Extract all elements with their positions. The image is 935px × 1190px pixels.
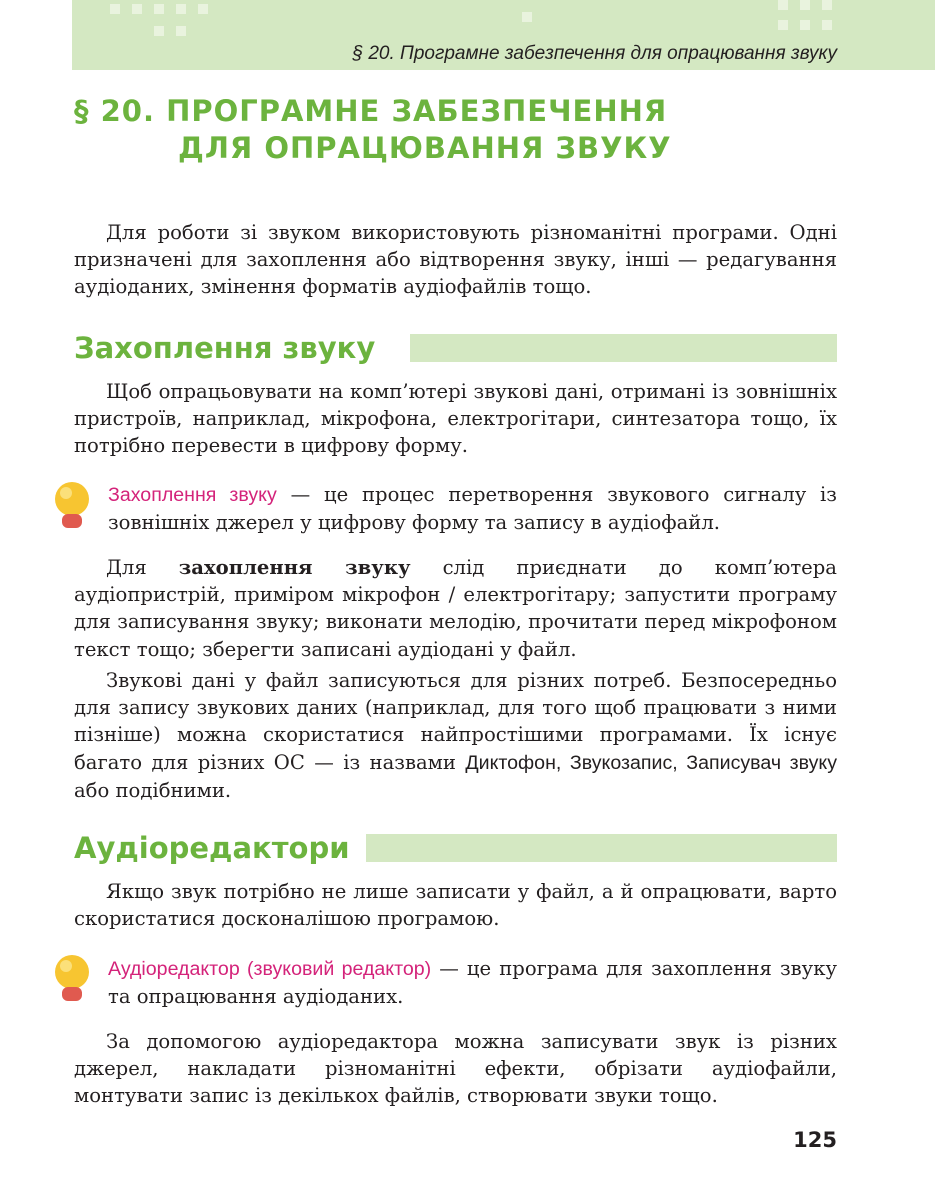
intro-paragraph: Для роботи зі звуком використовують різноманітні програми. Одні призначені для захоплення або відтворення звуку, інші — редагування аудіоданих, змінення форматів аудіофайлів тощо. — [74, 221, 837, 299]
definition-audio-editor: Аудіоредактор (звуковий редактор) — це програма для захоплення звуку та опрацювання аудіоданих. — [108, 957, 837, 1009]
section-heading-capture — [74, 331, 837, 365]
capture-paragraph-3: Звукові дані у файл записуються для різних потреб. Безпосередньо для запису звукових даних (наприклад, для того щоб працювати з ними пізніше) можна скористатися найпростішими програмами. Їх існує багато для різних ОС — із назвами Диктофон, Звукозапис, Записувач звуку або подібними. — [74, 669, 837, 802]
chapter-title-line2: ДЛЯ ОПРАЦЮВАННЯ ЗВУКУ — [178, 131, 672, 165]
program-names: Диктофон, Звукозапис, Записувач звуку — [465, 751, 837, 774]
definition-term: Аудіоредактор (звуковий редактор) — [108, 958, 432, 980]
lightbulb-icon — [52, 954, 92, 1004]
editors-paragraph-1: Якщо звук потрібно не лише записати у файл, а й опрацювати, варто скористатися досконалішою програмою. — [74, 880, 837, 931]
section-heading-bar — [366, 834, 837, 862]
chapter-title-line1: § 20. ПРОГРАМНЕ ЗАБЕЗПЕЧЕННЯ — [74, 94, 668, 128]
definition-capture: Захоплення звуку — це процес перетворення звукового сигналу із зовнішніх джерел у цифрову форму та запису в аудіофайл. — [108, 483, 837, 535]
running-head: § 20. Програмне забезпечення для опрацювання звуку — [352, 43, 837, 64]
bold-term: захоплення звуку — [178, 556, 411, 579]
section-heading-bar — [410, 334, 837, 362]
capture-paragraph-1: Щоб опрацьовувати на комп’ютері звукові дані, отримані із зовнішніх пристроїв, наприклад, мікрофона, електрогітари, синтезатора тощо, їх потрібно перевести в цифрову форму. — [74, 380, 837, 458]
chapter-title — [74, 93, 672, 167]
capture-paragraph-2: Для захоплення звуку слід приєднати до комп’ютера аудіопристрій, приміром мікрофон / електрогітару; запустити програму для записування звуку; виконати мелодію, прочитати перед мікрофоном текст тощо; зберегти записані аудіодані у файл. — [74, 556, 837, 661]
lightbulb-icon — [52, 481, 92, 531]
definition-term: Захоплення звуку — [108, 484, 277, 506]
section-heading-editors — [74, 831, 837, 865]
editors-paragraph-2: За допомогою аудіоредактора можна записувати звук із різних джерел, накладати різноманітні ефекти, обрізати аудіофайли, монтувати запис із декількох файлів, створювати звуки тощо. — [74, 1030, 837, 1108]
section-title: Захоплення звуку — [74, 331, 376, 365]
page-number: 125 — [793, 1128, 837, 1152]
section-title: Аудіоредактори — [74, 831, 350, 865]
